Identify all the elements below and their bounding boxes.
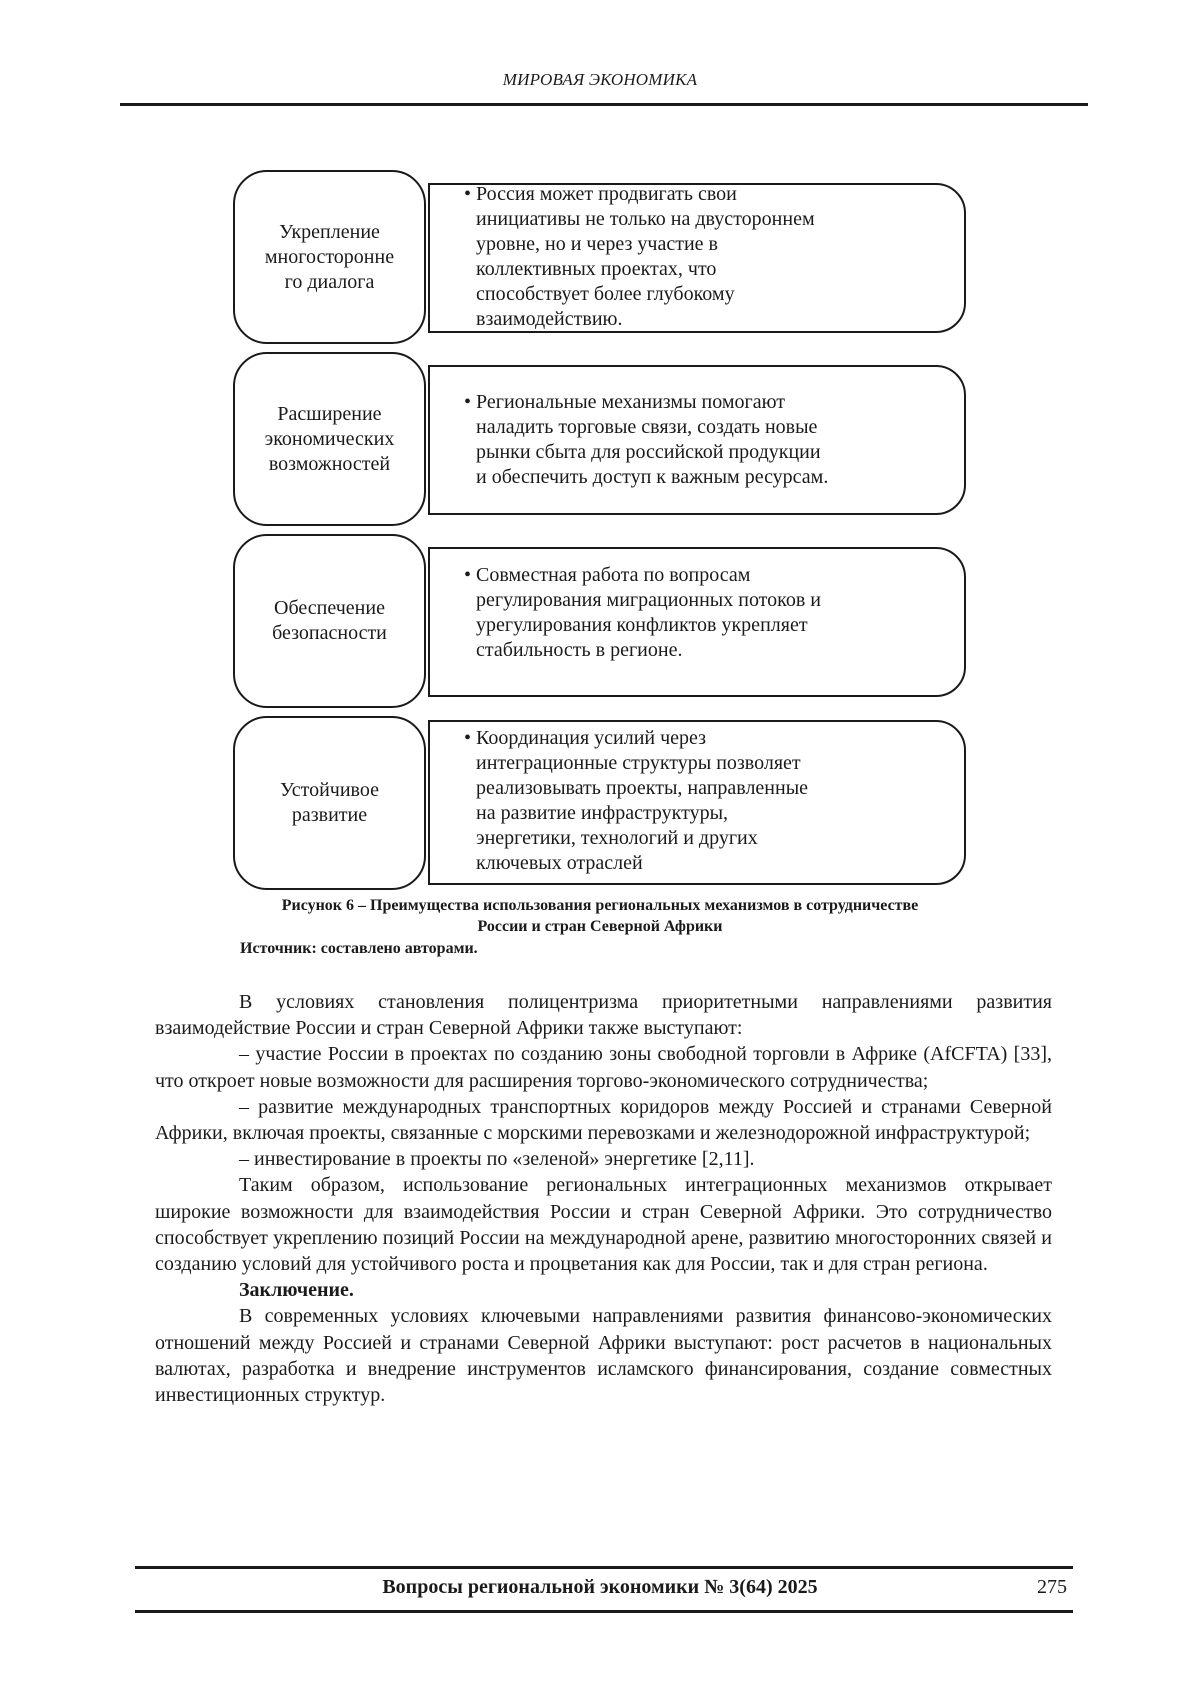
row-text-line: Координация усилий через — [476, 727, 707, 749]
row-text-line: стабильность в регионе. — [476, 639, 683, 661]
row-text-line: Региональные механизмы помогают — [476, 391, 785, 413]
bullet-icon: • — [464, 183, 472, 205]
row-label-line: Расширение — [277, 402, 382, 425]
row-label-line: Обеспечение — [274, 597, 385, 619]
row-label-line: экономических — [264, 427, 395, 450]
paragraph: В современных условиях ключевыми направлениями развития финансово-экономических отношений между Россией и странами Северной Африки выступают: рост расчетов в национальных валютах, разработка и внедрение инструментов исламского финансирования, создание совместных инвестиционных структур. — [155, 1305, 1052, 1407]
row-label-box — [233, 170, 426, 344]
row-text-line: интеграционные структуры позволяет — [476, 752, 801, 774]
row-description-box — [428, 720, 966, 885]
row-description-box — [428, 547, 966, 697]
row-text-line: реализовывать проекты, направленные — [476, 777, 809, 799]
row-label-line: безопасности — [272, 622, 387, 644]
paragraph: Таким образом, использование региональных интеграционных механизмов открывает широкие возможности для взаимодействия России и стран Северной Африки. Это сотрудничество способствует укреплению позиций России на международной арене, развитию многосторонних связей и созданию условий для устойчивого роста и процветания как для России, так и для стран региона. — [155, 1174, 1052, 1276]
paragraph: В условиях становления полицентризма приоритетными направлениями развития взаимодействие России и стран Северной Африки также выступают: — [155, 991, 1052, 1040]
row-label-box — [233, 534, 426, 708]
row-text-line: Россия может продвигать свои — [476, 183, 737, 205]
row-label-line: развитие — [291, 804, 368, 826]
figure-row — [233, 716, 973, 892]
header-rule — [120, 103, 1088, 106]
row-description-box — [428, 183, 966, 333]
row-text-line: коллективных проектах, что — [476, 258, 717, 280]
row-text-line: взаимодействию. — [476, 308, 623, 330]
row-description — [464, 726, 934, 876]
row-text-line: рынки сбыта для российской продукции — [476, 441, 821, 463]
body-text — [155, 989, 1052, 1408]
list-item: – участие России в проектах по созданию зоны свободной торговли в Африке (AfCFTA) [33], что откроет новые возможности для расширения торгово-экономического сотрудничества; — [155, 1043, 1052, 1092]
footer-rule-bottom — [135, 1610, 1073, 1613]
row-description-box — [428, 365, 966, 515]
running-head: МИРОВАЯ ЭКОНОМИКА — [502, 70, 698, 89]
footer-rule-top — [135, 1566, 1073, 1569]
page-number: 275 — [1037, 1576, 1067, 1598]
figure-caption-line: России и стран Северной Африки — [477, 918, 723, 935]
figure-row — [233, 534, 973, 710]
figure-source: Источник: составлено авторами. — [240, 940, 478, 957]
row-label-line: многосторонне — [264, 245, 395, 268]
figure-caption — [0, 895, 1200, 937]
row-text-line: и обеспечить доступ к важным ресурсам. — [476, 466, 829, 488]
figure-row — [233, 352, 973, 528]
row-text-line: регулирования миграционных потоков и — [476, 589, 821, 611]
row-text-line: наладить торговые связи, создать новые — [476, 416, 818, 438]
row-description — [464, 182, 934, 332]
row-text-line: ключевых отраслей — [476, 852, 643, 874]
row-description — [464, 390, 934, 490]
row-label-line: Укрепление — [279, 220, 380, 243]
row-label-line: го диалога — [284, 270, 375, 293]
row-label-box — [233, 352, 426, 526]
row-text-line: на развитие инфраструктуры, — [476, 802, 729, 824]
list-item: – инвестирование в проекты по «зеленой» энергетике [2,11]. — [239, 1148, 755, 1171]
row-label-line: возможностей — [268, 452, 391, 475]
row-text-line: способствует более глубокому — [476, 283, 735, 305]
row-text-line: энергетики, технологий и других — [476, 827, 758, 849]
row-text-line: уровне, но и через участие в — [476, 233, 718, 255]
row-label-line: Устойчивое — [279, 779, 379, 801]
row-text-line: урегулирования конфликтов укрепляет — [476, 614, 808, 636]
bullet-icon: • — [464, 391, 472, 413]
bullet-icon: • — [464, 564, 472, 586]
list-item: – развитие международных транспортных коридоров между Россией и странами Северной Африки, включая проекты, связанные с морскими перевозками и железнодорожной инфраструктурой; — [155, 1095, 1052, 1145]
row-text-line: Совместная работа по вопросам — [476, 564, 751, 586]
figure-row — [233, 170, 973, 346]
figure-caption-line: Рисунок 6 – Преимущества использования региональных механизмов в сотрудничестве — [281, 897, 919, 914]
row-description — [464, 563, 934, 663]
bullet-icon: • — [464, 727, 472, 749]
journal-title: Вопросы региональной экономики № 3(64) 2025 — [382, 1576, 818, 1598]
row-label-box — [233, 716, 426, 890]
section-heading: Заключение. — [239, 1279, 354, 1302]
row-text-line: инициативы не только на двустороннем — [476, 208, 815, 230]
